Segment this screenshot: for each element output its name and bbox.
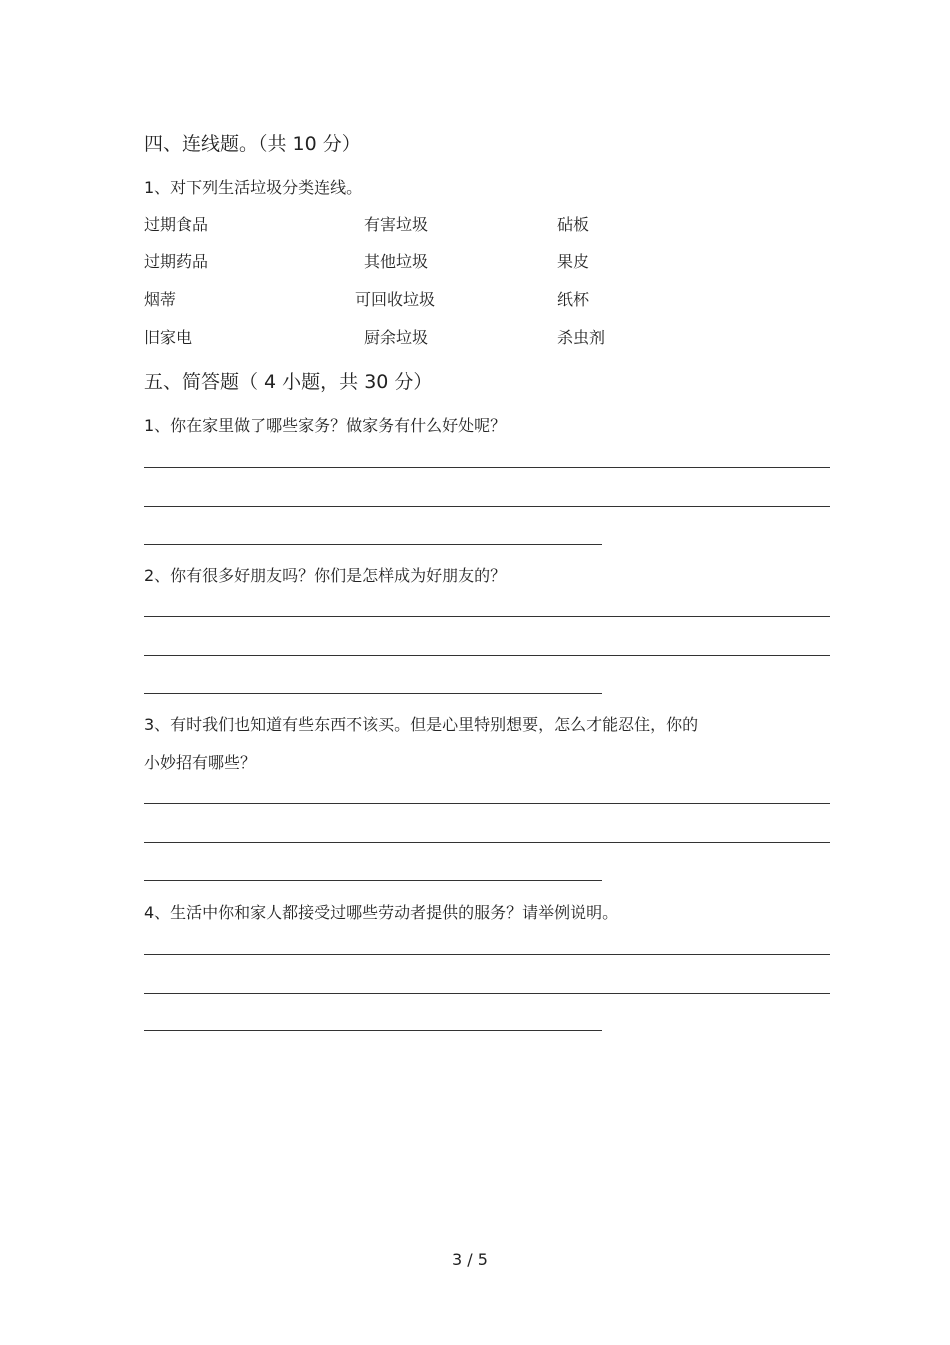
answer-line <box>144 803 830 804</box>
section5-title: 五、简答题（ 4 小题，共 30 分） <box>144 371 433 393</box>
col3-item-4: 杀虫剂 <box>557 328 606 347</box>
col1-item-1: 过期食品 <box>144 215 209 234</box>
answer-line <box>144 1030 602 1031</box>
col3-item-3: 纸杯 <box>557 290 590 309</box>
section5-question-3-line2: 小妙招有哪些？ <box>144 753 257 772</box>
col1-item-2: 过期药品 <box>144 252 209 271</box>
col3-item-1: 砧板 <box>557 215 590 234</box>
answer-line <box>144 880 602 881</box>
answer-line <box>144 993 830 994</box>
page-number: 3 / 5 <box>452 1250 488 1269</box>
answer-line <box>144 655 830 656</box>
col2-item-4: 厨余垃圾 <box>364 328 429 347</box>
answer-line <box>144 842 830 843</box>
section5-question-4: 4、生活中你和家人都接受过哪些劳动者提供的服务？请举例说明。 <box>144 903 619 922</box>
col1-item-3: 烟蒂 <box>144 290 177 309</box>
answer-line <box>144 544 602 545</box>
section4-question-1: 1、对下列生活垃圾分类连线。 <box>144 178 363 197</box>
answer-line <box>144 954 830 955</box>
col3-item-2: 果皮 <box>557 252 590 271</box>
col2-item-2: 其他垃圾 <box>364 252 429 271</box>
section5-question-3-line1: 3、有时我们也知道有些东西不该买。但是心里特别想要，怎么才能忍住，你的 <box>144 715 699 734</box>
col2-item-3: 可回收垃圾 <box>355 290 436 309</box>
answer-line <box>144 616 830 617</box>
col1-item-4: 旧家电 <box>144 328 193 347</box>
col2-item-1: 有害垃圾 <box>364 215 429 234</box>
section5-question-1: 1、你在家里做了哪些家务？做家务有什么好处呢？ <box>144 416 507 435</box>
section5-question-2: 2、你有很多好朋友吗？你们是怎样成为好朋友的？ <box>144 566 507 585</box>
section4-title: 四、连线题。（共 10 分） <box>144 133 361 155</box>
answer-line <box>144 467 830 468</box>
answer-line <box>144 693 602 694</box>
answer-line <box>144 506 830 507</box>
